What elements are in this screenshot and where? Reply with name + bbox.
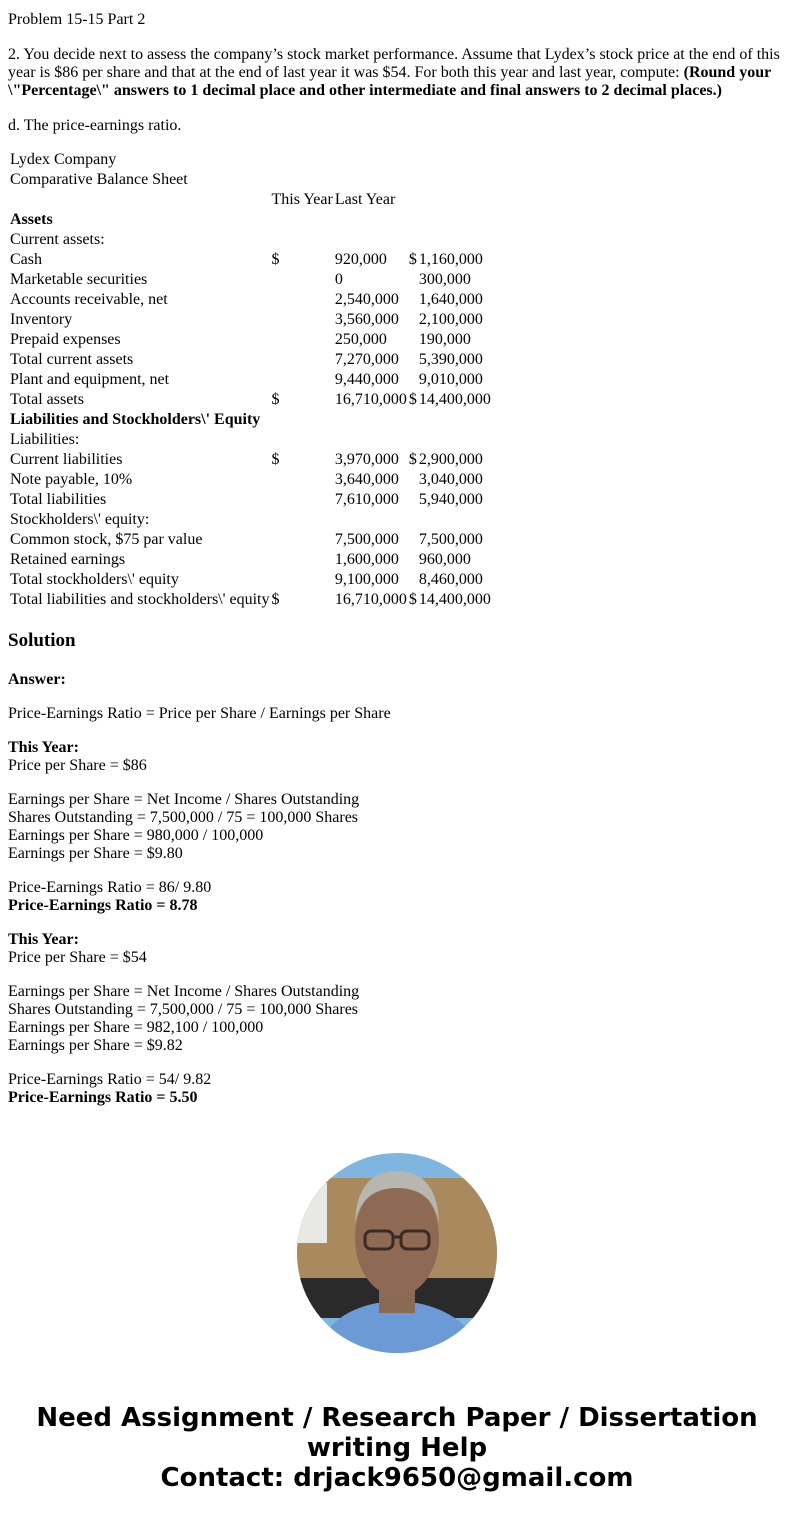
this-year-dollar [272, 310, 333, 330]
this-year-dollar [272, 510, 333, 530]
this-year-value [335, 150, 407, 170]
this-year-value: 7,270,000 [334, 351, 399, 368]
last-year-value [419, 150, 491, 170]
row-label: Inventory [10, 311, 73, 328]
this-year-dollar [272, 370, 333, 390]
table-row [10, 430, 491, 450]
shares-line: Shares Outstanding = 7,500,000 / 75 = 100,000 Shares [8, 809, 359, 826]
table-row [10, 270, 491, 290]
this-year-dollar [272, 330, 333, 350]
last-year-value: 5,940,000 [418, 491, 483, 508]
last-year-dollar [409, 350, 417, 370]
this-year-value: 16,710,000 [334, 391, 407, 408]
eps-line: Earnings per Share = 982,100 / 100,000 [8, 1019, 264, 1036]
this-year-value: 9,440,000 [334, 371, 399, 388]
table-row [10, 230, 491, 250]
row-label: Current assets: [10, 231, 105, 248]
last-year-value: 14,400,000 [418, 391, 491, 408]
table-row [10, 530, 491, 550]
this-year-value: Last Year [334, 191, 396, 208]
table-row [10, 150, 491, 170]
solution-body [8, 671, 391, 1107]
last-year-dollar [409, 490, 417, 510]
last-year-value: 960,000 [418, 551, 471, 568]
this-year-value [335, 410, 407, 430]
last-year-value: 7,500,000 [418, 531, 483, 548]
row-label: Assets [10, 211, 53, 228]
table-row [10, 470, 491, 490]
last-year-value [419, 210, 491, 230]
this-year-value [335, 230, 407, 250]
row-label: Current liabilities [10, 451, 123, 468]
row-label: Total assets [10, 391, 84, 408]
this-year-value: 3,640,000 [334, 471, 399, 488]
row-label [10, 190, 270, 210]
this-year-value: 0 [334, 271, 343, 288]
pe-line: Price-Earnings Ratio = 86/ 9.80 [8, 879, 212, 896]
last-year-value: 190,000 [418, 331, 471, 348]
last-year-dollar [409, 170, 417, 190]
last-year-value: 8,460,000 [418, 571, 483, 588]
eps-line: Earnings per Share = 980,000 / 100,000 [8, 827, 264, 844]
row-label: Marketable securities [10, 271, 148, 288]
last-year-dollar [409, 370, 417, 390]
eps-line: Earnings per Share = Net Income / Shares Outstanding [8, 983, 360, 1000]
row-label: Note payable, 10% [10, 471, 133, 488]
table-row [10, 330, 491, 350]
this-year-value: 1,600,000 [334, 551, 399, 568]
this-year-dollar: $ [271, 251, 280, 268]
answer-label: Answer: [8, 671, 66, 688]
row-label: Retained earnings [10, 551, 126, 568]
this-year-value: 9,100,000 [334, 571, 399, 588]
this-year-dollar [272, 230, 333, 250]
last-year-dollar [409, 510, 417, 530]
last-year-dollar: $ [408, 391, 417, 408]
this-year-dollar [272, 570, 333, 590]
table-row [10, 550, 491, 570]
last-year-dollar [409, 270, 417, 290]
pe-line: Price-Earnings Ratio = 54/ 9.82 [8, 1071, 212, 1088]
this-year-value: 3,970,000 [334, 451, 399, 468]
row-label: Total liabilities and stockholders\' equity [10, 591, 270, 608]
problem-title: Problem 15-15 Part 2 [8, 11, 146, 28]
footer-contact: Contact: drjack9650@gmail.com [160, 1463, 634, 1493]
last-year-dollar [409, 210, 417, 230]
last-year-dollar [409, 550, 417, 570]
this-year-value [335, 430, 407, 450]
last-year-dollar [409, 330, 417, 350]
rounding-instruction: (Round your \"Percentage\" answers to 1 decimal place and other intermediate and final answers to 2 decimal places.) [8, 64, 771, 99]
this-year-dollar [272, 150, 333, 170]
row-label: Accounts receivable, net [10, 291, 168, 308]
row-label: Liabilities: [10, 431, 80, 448]
table-row [10, 250, 491, 270]
this-year-value: 3,560,000 [334, 311, 399, 328]
last-year-dollar [409, 530, 417, 550]
row-label: Liabilities and Stockholders\' Equity [10, 411, 261, 428]
last-year-dollar [409, 570, 417, 590]
last-year-value: 2,100,000 [418, 311, 483, 328]
last-year-value [419, 170, 491, 190]
pe-result: Price-Earnings Ratio = 8.78 [8, 897, 198, 914]
this-year-value: 16,710,000 [334, 591, 407, 608]
last-year-value: 14,400,000 [418, 591, 491, 608]
table-row [10, 310, 491, 330]
table-row [10, 490, 491, 510]
row-label: Plant and equipment, net [10, 371, 170, 388]
row-label: Common stock, $75 par value [10, 531, 203, 548]
this-year-dollar: $ [271, 451, 280, 468]
this-year-dollar [272, 170, 333, 190]
eps-line: Earnings per Share = Net Income / Shares Outstanding [8, 791, 360, 808]
row-label: Total current assets [10, 351, 134, 368]
price-line: Price per Share = $86 [8, 757, 147, 774]
row-label: Total stockholders\' equity [10, 571, 179, 588]
last-year-dollar [409, 310, 417, 330]
this-year-value: 7,610,000 [334, 491, 399, 508]
table-row [10, 450, 491, 470]
this-year-dollar: $ [271, 591, 280, 608]
last-year-value: 1,160,000 [418, 251, 483, 268]
row-label: Stockholders\' equity: [10, 511, 150, 528]
table-row [10, 390, 491, 410]
this-year-dollar [272, 410, 333, 430]
this-year-dollar [272, 470, 333, 490]
last-year-dollar: $ [408, 451, 417, 468]
last-year-value: 1,640,000 [418, 291, 483, 308]
this-year-dollar [272, 270, 333, 290]
shares-line: Shares Outstanding = 7,500,000 / 75 = 100,000 Shares [8, 1001, 359, 1018]
eps-line: Earnings per Share = $9.80 [8, 845, 183, 862]
last-year-value: 3,040,000 [418, 471, 483, 488]
last-year-value [419, 510, 491, 530]
solution-heading: Solution [8, 630, 76, 651]
last-year-dollar [409, 470, 417, 490]
footer-ad [0, 1403, 794, 1493]
last-year-value: 2,900,000 [418, 451, 483, 468]
this-year-dollar: This Year [271, 191, 333, 208]
this-year-dollar [272, 210, 333, 230]
price-line: Price per Share = $54 [8, 949, 147, 966]
table-row [10, 210, 491, 230]
last-year-dollar [409, 190, 417, 210]
author-photo [297, 1153, 497, 1353]
last-year-dollar [409, 290, 417, 310]
this-year-value: 920,000 [334, 251, 387, 268]
row-label: Lydex Company [10, 151, 117, 168]
question-text [8, 46, 784, 100]
last-year-dollar [409, 410, 417, 430]
this-year-dollar [272, 550, 333, 570]
last-year-dollar: $ [408, 251, 417, 268]
last-year-value: 300,000 [418, 271, 471, 288]
this-year-dollar: $ [271, 391, 280, 408]
this-year-dollar [272, 290, 333, 310]
eps-line: Earnings per Share = $9.82 [8, 1037, 183, 1054]
this-year-value: 7,500,000 [334, 531, 399, 548]
last-year-value [419, 430, 491, 450]
table-row [10, 350, 491, 370]
last-year-value: 9,010,000 [418, 371, 483, 388]
last-year-value [419, 410, 491, 430]
footer-line1: Need Assignment / Research Paper / Dissertation writing Help [36, 1403, 758, 1463]
this-year-dollar [272, 490, 333, 510]
last-year-dollar: $ [408, 591, 417, 608]
table-row [10, 570, 491, 590]
this-year-dollar [272, 350, 333, 370]
row-label: Prepaid expenses [10, 331, 121, 348]
table-row [10, 410, 491, 430]
this-year-value [335, 510, 407, 530]
last-year-value [419, 230, 491, 250]
last-year-dollar [409, 230, 417, 250]
table-row [10, 510, 491, 530]
table-row [10, 170, 491, 190]
table-row [10, 190, 491, 210]
table-row [10, 370, 491, 390]
balance-sheet-table [8, 150, 493, 610]
table-row [10, 590, 491, 610]
last-year-value [419, 190, 491, 210]
this-year-dollar [272, 530, 333, 550]
row-label: Cash [10, 251, 42, 268]
this-year-dollar [272, 430, 333, 450]
question-part: d. The price-earnings ratio. [8, 117, 182, 134]
this-year-value [335, 170, 407, 190]
this-year-value: 250,000 [334, 331, 387, 348]
row-label: Comparative Balance Sheet [10, 171, 188, 188]
formula: Price-Earnings Ratio = Price per Share / Earnings per Share [8, 705, 391, 722]
question-body: 2. You decide next to assess the company’s stock market performance. Assume that Lydex’s stock price at the end of this year is $86 per share and that at the end of last year it was $54. For both this year and last year, compute: [8, 46, 780, 81]
last-year-dollar [409, 150, 417, 170]
table-row [10, 290, 491, 310]
last-year-dollar [409, 430, 417, 450]
pe-result: Price-Earnings Ratio = 5.50 [8, 1089, 198, 1106]
row-label: Total liabilities [10, 491, 107, 508]
last-year-value: 5,390,000 [418, 351, 483, 368]
last-year-label: This Year: [8, 931, 79, 948]
this-year-label: This Year: [8, 739, 79, 756]
this-year-value: 2,540,000 [334, 291, 399, 308]
this-year-value [335, 210, 407, 230]
